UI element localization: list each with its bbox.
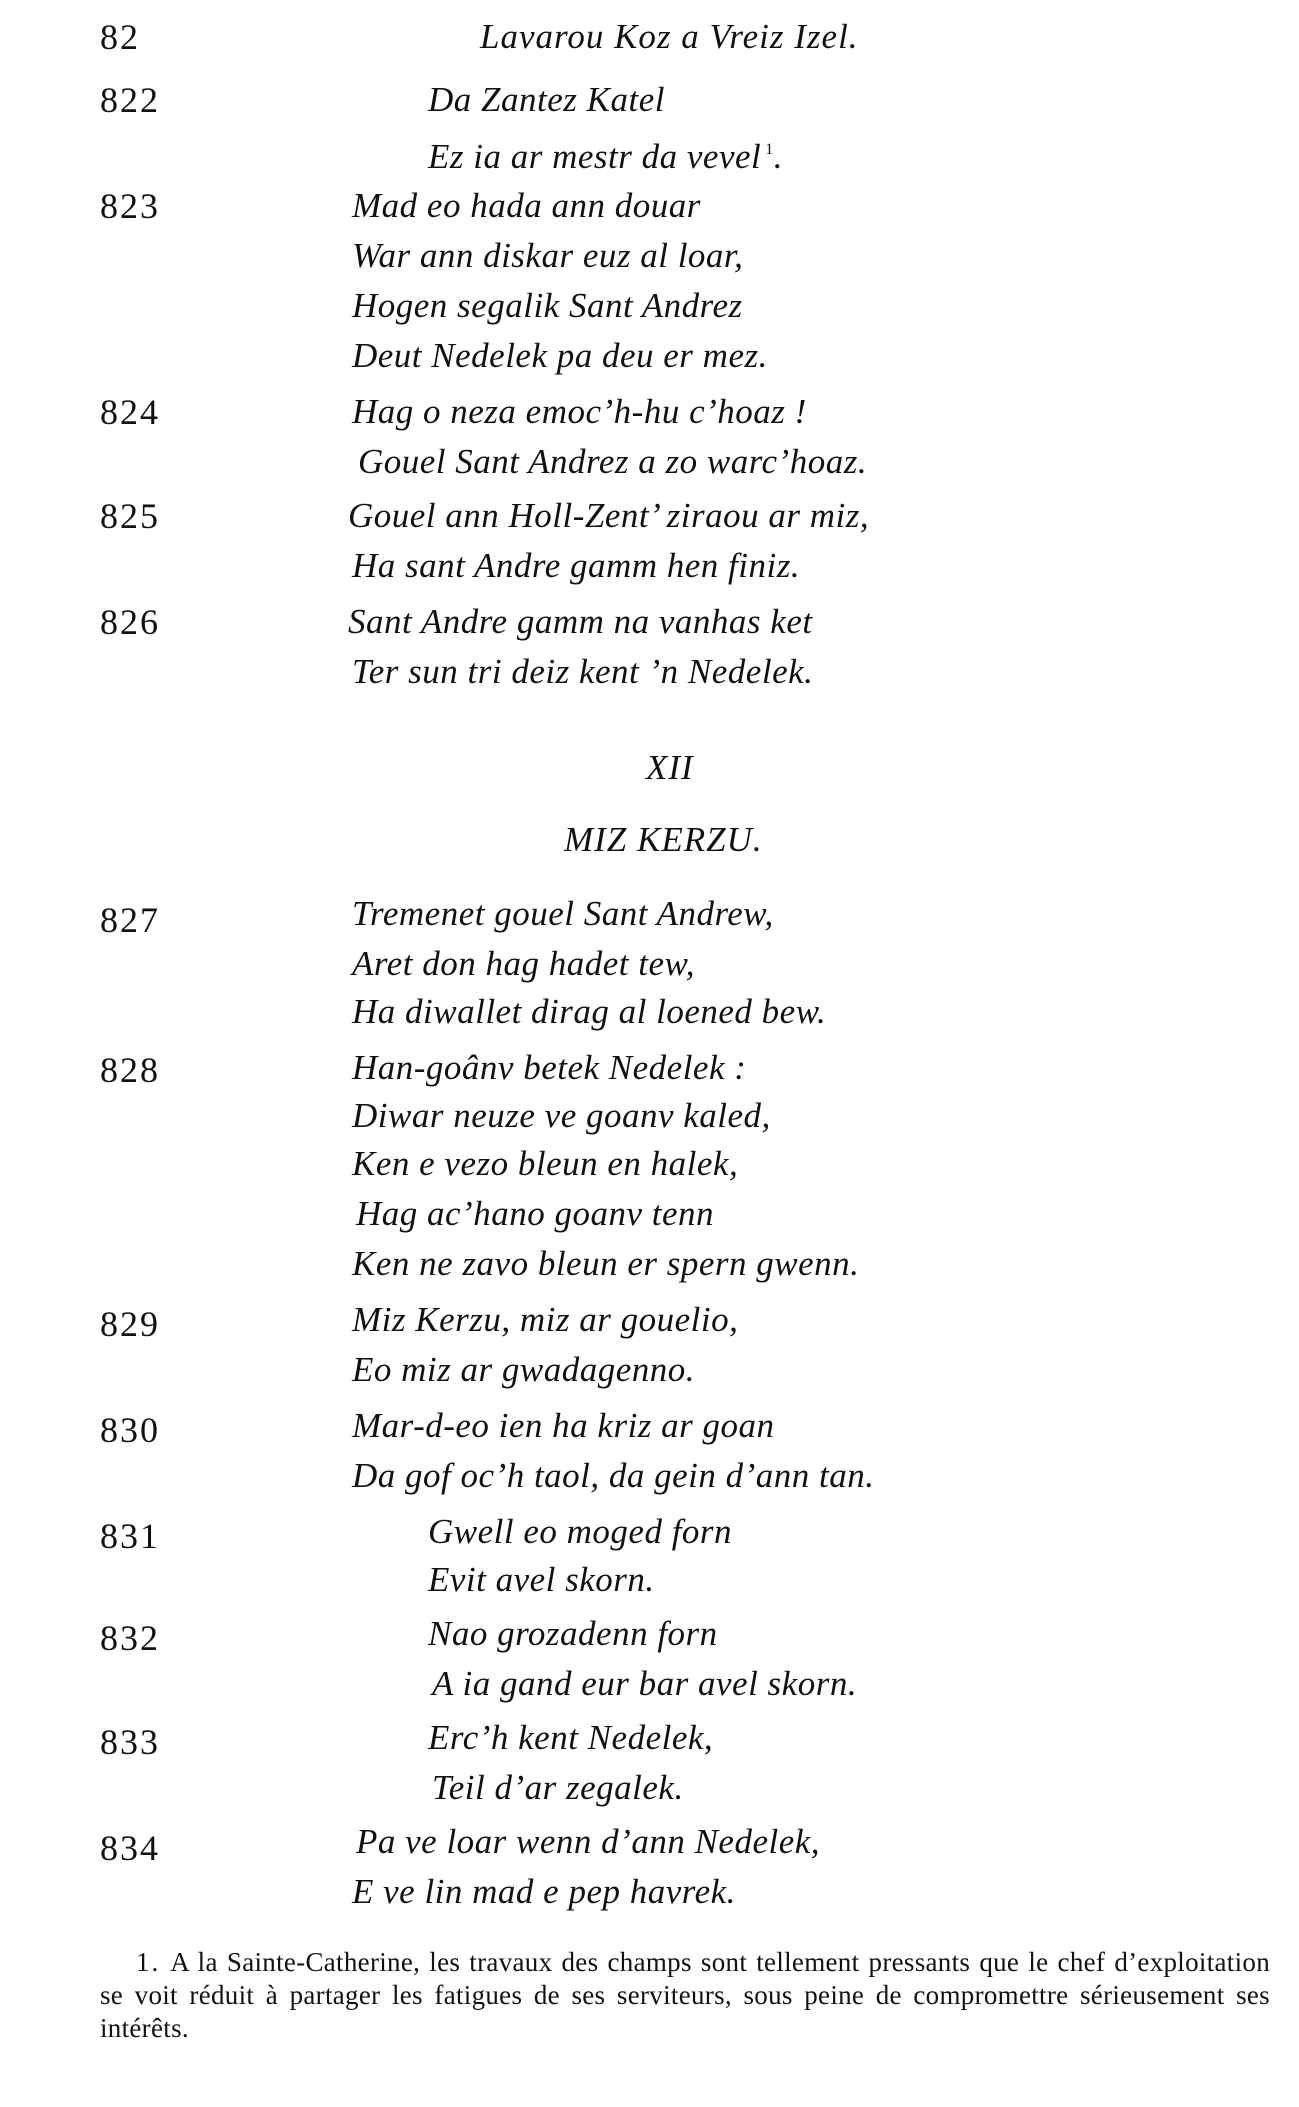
verse-line: Han-goânv betek Nedelek :	[352, 1048, 747, 1087]
footnote-text: A la Sainte-Catherine, les travaux des champs sont tellement pressants que le chef d’exploitation se voit réduit à partager les fatigues de ses serviteurs, sous peine de compromettre sérieusement ses intérêts.	[100, 1947, 1270, 2043]
verse-line: Evit avel skorn.	[428, 1560, 655, 1599]
footnote	[100, 1946, 1270, 2045]
verse-line: Ken e vezo bleun en halek,	[352, 1144, 739, 1183]
section-number: XII	[646, 748, 694, 787]
verse-text: Ez ia ar mestr da vevel	[428, 137, 762, 176]
verse-line	[428, 130, 783, 177]
verse-line: Tremenet gouel Sant Andrew,	[352, 894, 774, 933]
verse-line: A ia gand eur bar avel skorn.	[432, 1664, 858, 1703]
verse-line: Da Zantez Katel	[428, 80, 665, 119]
stanza-number: 833	[100, 1722, 160, 1762]
stanza-number: 832	[100, 1618, 160, 1658]
verse-line: Gouel Sant Andrez a zo warc’hoaz.	[358, 442, 868, 481]
verse-line: Aret don hag hadet tew,	[352, 944, 695, 983]
verse-line: Eo miz ar gwadagenno.	[352, 1350, 695, 1389]
verse-line: Erc’h kent Nedelek,	[428, 1718, 714, 1757]
verse-line: Mad eo hada ann douar	[352, 186, 701, 225]
verse-line: War ann diskar euz al loar,	[352, 236, 744, 275]
verse-line: E ve lin mad e pep havrek.	[352, 1872, 736, 1911]
verse-line: Ter sun tri deiz kent ’n Nedelek.	[352, 652, 814, 691]
stanza-number: 828	[100, 1050, 160, 1090]
verse-line: Hogen segalik Sant Andrez	[352, 286, 743, 325]
verse-line: Ken ne zavo bleun er spern gwenn.	[352, 1244, 860, 1283]
verse-line: Ha diwallet dirag al loened bew.	[352, 992, 827, 1031]
verse-line: Deut Nedelek pa deu er mez.	[352, 336, 768, 375]
stanza-number: 822	[100, 80, 160, 120]
stanza-number: 827	[100, 900, 160, 940]
verse-line: Pa ve loar wenn d’ann Nedelek,	[356, 1822, 821, 1861]
stanza-number: 824	[100, 392, 160, 432]
stanza-number: 834	[100, 1828, 160, 1868]
footnote-reference: 1	[765, 141, 774, 158]
running-title: Lavarou Koz a Vreiz Izel.	[480, 17, 859, 56]
stanza-number: 826	[100, 602, 160, 642]
verse-line: Miz Kerzu, miz ar gouelio,	[352, 1300, 739, 1339]
verse-line: Nao grozadenn forn	[428, 1614, 718, 1653]
section-title: MIZ KERZU.	[564, 820, 763, 859]
verse-line: Hag ac’hano goanv tenn	[356, 1194, 715, 1233]
stanza-number: 829	[100, 1304, 160, 1344]
verse-line: Da gof oc’h taol, da gein d’ann tan.	[352, 1456, 875, 1495]
stanza-number: 830	[100, 1410, 160, 1450]
verse-punctuation: .	[773, 137, 783, 176]
verse-line: Diwar neuze ve goanv kaled,	[352, 1096, 771, 1135]
stanza-number: 825	[100, 496, 160, 536]
verse-line: Hag o neza emoc’h-hu c’hoaz !	[352, 392, 807, 431]
footnote-number: 1.	[136, 1947, 161, 1977]
stanza-number: 831	[100, 1516, 160, 1556]
verse-line: Gouel ann Holl-Zent’ ziraou ar miz,	[348, 496, 870, 535]
verse-line: Gwell eo moged forn	[428, 1512, 733, 1551]
verse-line: Sant Andre gamm na vanhas ket	[348, 602, 813, 641]
stanza-number: 823	[100, 186, 160, 226]
verse-line: Ha sant Andre gamm hen finiz.	[352, 546, 801, 585]
verse-line: Mar-d-eo ien ha kriz ar goan	[352, 1406, 775, 1445]
page-number: 82	[100, 17, 140, 57]
verse-line: Teil d’ar zegalek.	[432, 1768, 684, 1807]
